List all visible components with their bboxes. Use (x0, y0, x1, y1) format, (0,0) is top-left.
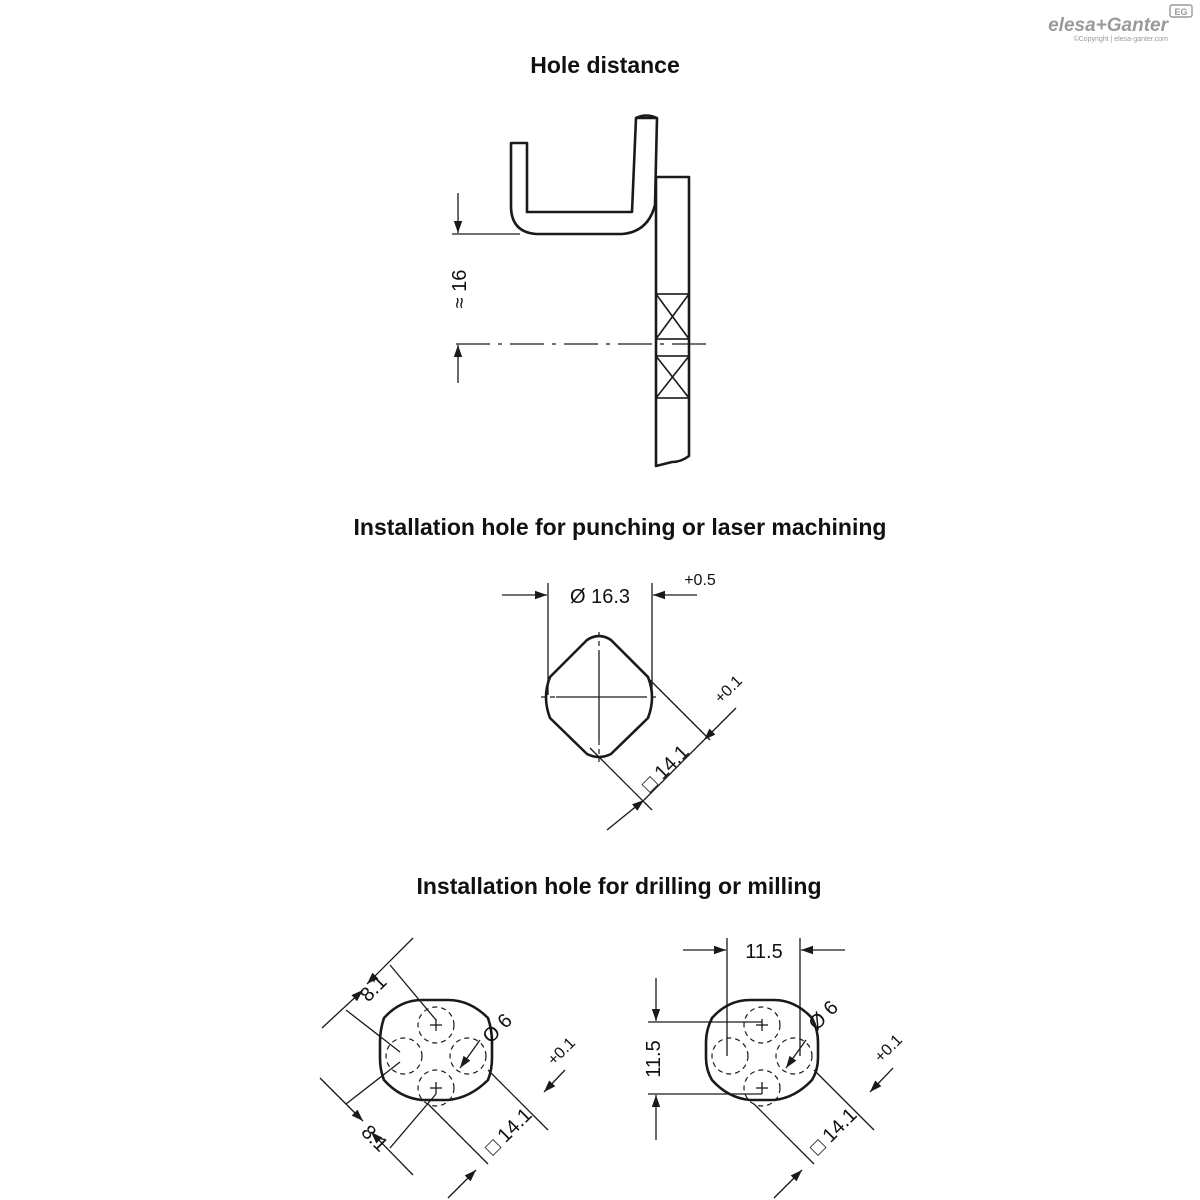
drilling-left-bottom: 8.1 (356, 1121, 392, 1157)
hole-leader-left (460, 1040, 480, 1068)
punching-square: □ 14.1 (637, 740, 694, 797)
drilling-right-drawing (643, 938, 906, 1198)
hole-distance-dimension: ≈ 16 (449, 269, 471, 309)
brand-name: elesa+Ganter (1048, 15, 1168, 36)
square-extension-right (650, 680, 710, 740)
title-punching: Installation hole for punching or laser machining (353, 514, 887, 540)
square-arrow-top (704, 708, 736, 740)
drilling-left-square-arrow-top (544, 1070, 565, 1092)
brand-copyright: ©Copyright | elesa-ganter.com (1073, 36, 1168, 43)
punching-drawing (502, 572, 746, 830)
hole-distance-drawing (449, 116, 706, 467)
drilling-left-top: 8.1 (356, 971, 392, 1007)
drilling-left-square-tolerance: +0.1 (544, 1034, 579, 1069)
dim-8-1-top-arrow-b (322, 990, 363, 1028)
brand-logo (1048, 5, 1192, 43)
punching-diameter: Ø 16.3 (569, 586, 631, 608)
title-drilling: Installation hole for drilling or milling (416, 873, 822, 899)
drilling-right-square-arrow-top (870, 1068, 893, 1092)
drilling-left-drawing (320, 938, 579, 1198)
square-arrow-bottom (607, 800, 644, 830)
dim-8-1-bottom-arrow-a (320, 1078, 363, 1121)
drilling-left-hole: Ø 6 (478, 1009, 517, 1048)
bracket-section (511, 118, 657, 234)
drilling-right-square: □ 14.1 (805, 1103, 862, 1160)
drilling-right-square-tolerance: +0.1 (871, 1031, 906, 1066)
panel-plate (656, 177, 689, 466)
drilling-right-hole: Ø 6 (804, 996, 843, 1035)
brand-badge: EG (1174, 7, 1188, 17)
drilling-left-square-arrow-bottom (448, 1170, 476, 1198)
punching-diameter-tolerance: +0.5 (684, 572, 716, 589)
drilling-right-height: 11.5 (643, 1040, 665, 1078)
drill-hole-left (712, 1038, 748, 1074)
drilling-right-width: 11.5 (745, 941, 783, 963)
punching-square-tolerance: +0.1 (711, 672, 746, 707)
title-hole-distance: Hole distance (530, 52, 680, 78)
hole-leader-right (786, 1040, 806, 1068)
drilling-right-square-arrow-bottom (774, 1170, 802, 1198)
drilling-left-square: □ 14.1 (480, 1103, 537, 1160)
